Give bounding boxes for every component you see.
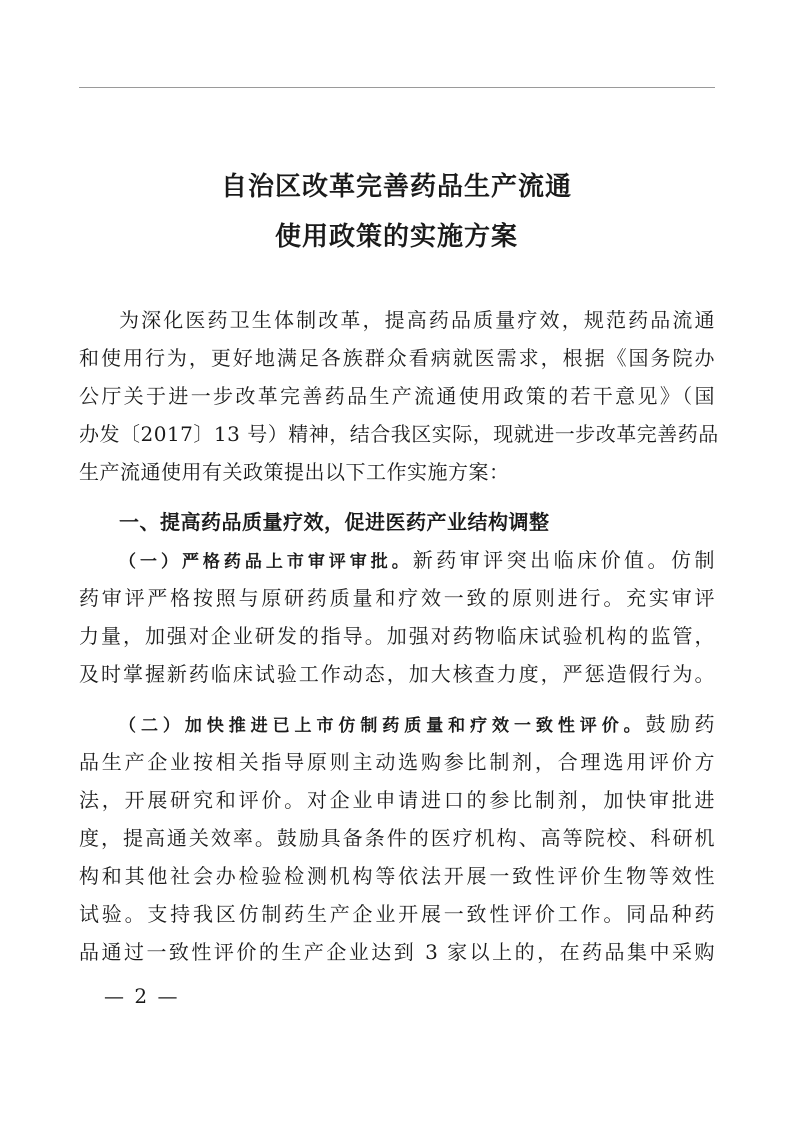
section-1-heading: 一、提高药品质量疗效，促进医药产业结构调整 [119, 510, 550, 534]
item-2-line-3: 法，开展研究和评价。对企业申请进口的参比制剂，加快审批进 [79, 788, 715, 812]
page-number: — 2 — [104, 984, 180, 1008]
document-title-line-1: 自治区改革完善药品生产流通 [220, 172, 572, 202]
item-2-line-5: 构和其他社会办检验检测机构等依法开展一致性评价生物等效性 [79, 864, 715, 888]
item-1-label: （一）严格药品上市审评审批。 [119, 552, 413, 572]
item-1-line-2: 药审评严格按照与原研药质量和疗效一致的原则进行。充实审评 [79, 586, 715, 610]
document-title-line-2: 使用政策的实施方案 [274, 222, 518, 252]
item-2-line-7: 品通过一致性评价的生产企业达到 3 家以上的，在药品集中采购 [79, 940, 715, 964]
intro-line-3: 公厅关于进一步改革完善药品生产流通使用政策的若干意见》（国 [79, 384, 715, 408]
intro-line-1: 为深化医药卫生体制改革，提高药品质量疗效，规范药品流通 [119, 308, 715, 332]
item-2-line-1-text: 鼓励药 [645, 712, 716, 736]
item-2-line-2: 品生产企业按相关指导原则主动选购参比制剂，合理选用评价方 [79, 750, 715, 774]
item-2-label: （二）加快推进已上市仿制药质量和疗效一致性评价。 [119, 716, 646, 736]
intro-line-2: 和使用行为，更好地满足各族群众看病就医需求，根据《国务院办 [79, 346, 715, 370]
item-1-line-4: 及时掌握新药临床试验工作动态，加大核查力度，严惩造假行为。 [79, 662, 715, 686]
intro-line-5: 生产流通使用有关政策提出以下工作实施方案： [79, 460, 510, 484]
item-1-line-1 [119, 542, 715, 578]
header-rule [79, 87, 715, 88]
intro-line-4: 办发〔2017〕13 号）精神，结合我区实际，现就进一步改革完善药品 [79, 422, 719, 446]
item-1-line-1-text: 新药审评突出临床价值。仿制 [412, 548, 716, 572]
item-2-line-1 [119, 706, 715, 742]
item-2-line-4: 度，提高通关效率。鼓励具备条件的医疗机构、高等院校、科研机 [79, 826, 715, 850]
item-1-line-3: 力量，加强对企业研发的指导。加强对药物临床试验机构的监管， [79, 624, 715, 648]
item-2-line-6: 试验。支持我区仿制药生产企业开展一致性评价工作。同品种药 [79, 902, 715, 926]
